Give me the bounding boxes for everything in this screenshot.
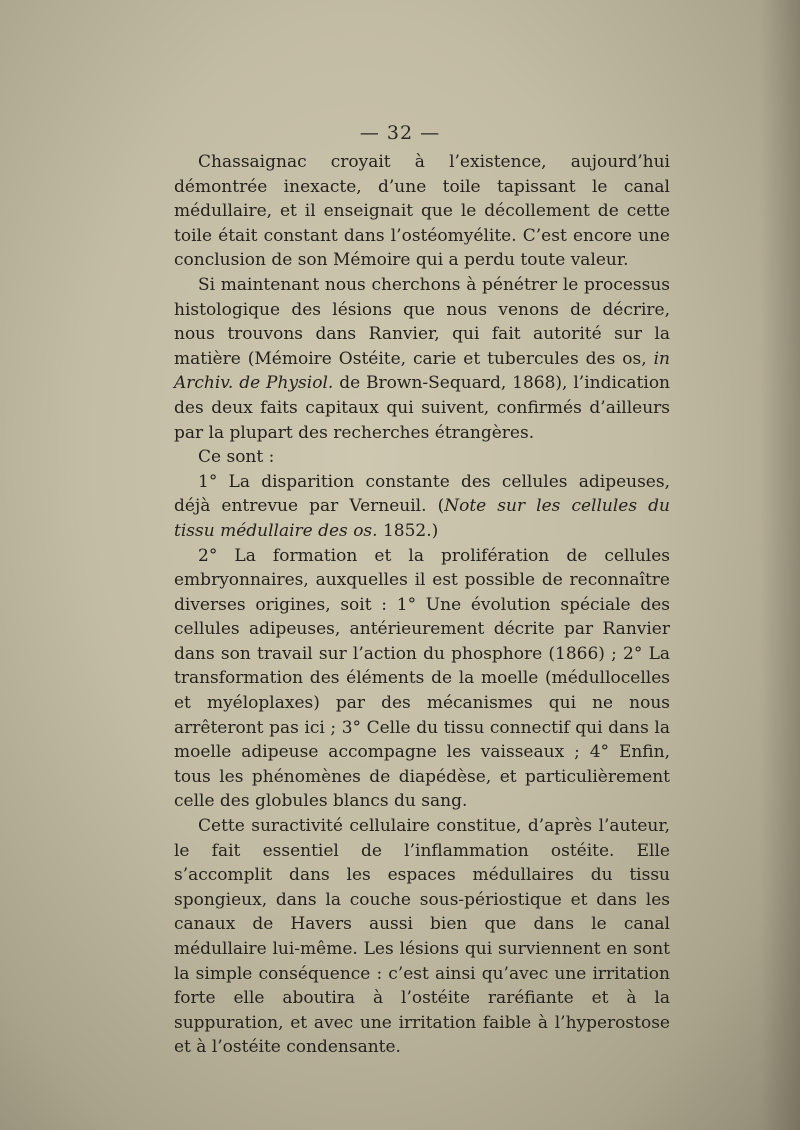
paragraph-text: de Brown-Sequard, 1868), l’indication des deux faits capitaux qui suivent, confirmés d’ailleurs par la plupart des recherches étrangères. bbox=[174, 373, 671, 443]
paragraph-6 bbox=[174, 814, 670, 1060]
paragraph-text: 1852.) bbox=[377, 520, 439, 541]
italic-citation: Note sur les cellules du tissu médullaire des os. bbox=[174, 496, 670, 541]
paragraph-3 bbox=[174, 445, 670, 470]
paragraph-1 bbox=[174, 150, 670, 273]
paragraph-text: Cette suractivité cellulaire constitue, d’après l’auteur, le fait essentiel de l’inflammation ostéite. Elle s’accomplit dans les espaces médullaires du tissu spongieux, dans la couche sous-périostique et dans les canaux de Havers aussi bien que dans le canal médullaire lui-même. Les lésions qui surviennent en sont la simple conséquence : c’est ainsi qu’avec une irritation forte elle aboutira à l’ostéite raréfiante et à la suppuration, et avec une irritation faible à l’hyperostose et à l’ostéite condensante. bbox=[174, 816, 670, 1058]
paragraph-4 bbox=[174, 470, 670, 544]
page-body bbox=[174, 150, 670, 1060]
paragraph-text: Chassaignac croyait à l’existence, aujourd’hui démontrée inexacte, d’une toile tapissant le canal médullaire, et il enseignait que le décollement de cette toile était constant dans l’ostéomyélite. C’est encore une conclusion de son Mémoire qui a perdu toute valeur. bbox=[174, 152, 670, 271]
page-number: — 32 — bbox=[359, 122, 441, 144]
paragraph-5 bbox=[174, 544, 670, 815]
paragraph-text: Ce sont : bbox=[198, 447, 275, 468]
paragraph-text: Si maintenant nous cherchons à pénétrer le processus histologique des lésions que nous venons de décrire, nous trouvons dans Ranvier, qui fait autorité sur la matière (Mémoire Ostéite, carie et tubercules des os, bbox=[174, 274, 670, 369]
paragraph-text: 2° La formation et la prolifération de cellules embryonnaires, auxquelles il est possible de reconnaître diverses origines, soit : 1° Une évolution spéciale des cellules adipeuses, antérieurement décrite par Ranvier dans son travail sur l’action du phosphore (1866) ; 2° La transformation des éléments de la moelle (médullocelles et myéloplaxes) par des mécanismes qui ne nous arrêteront pas ici ; 3° Celle du tissu connectif qui dans la moelle adipeuse accompagne les vaisseaux ; 4° Enfin, tous les phénomènes de diapédèse, et particulièrement celle des globules blancs du sang. bbox=[174, 545, 670, 812]
italic-citation: in Archiv. de Physiol. bbox=[174, 348, 670, 394]
paragraph-2 bbox=[174, 273, 670, 445]
paragraph-text: 1° La disparition constante des cellules adipeuses, déjà entrevue par Verneuil. ( bbox=[174, 471, 670, 517]
